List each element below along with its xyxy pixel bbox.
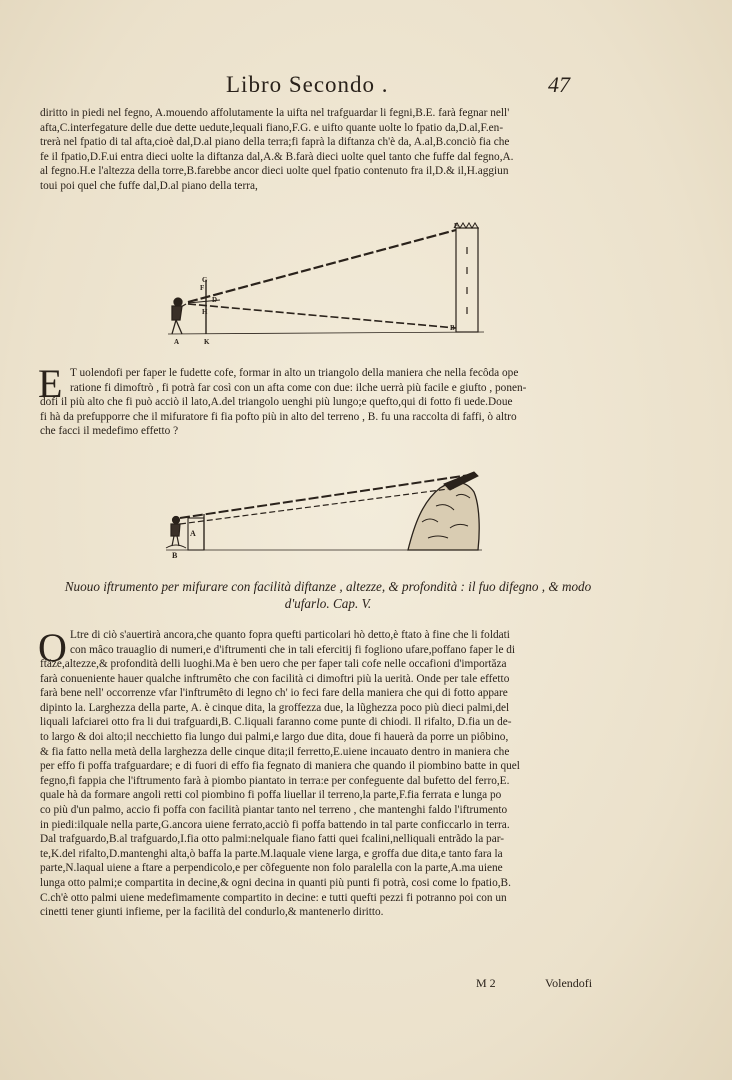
page-footer [0, 976, 732, 996]
bottom-paragraph [70, 628, 612, 657]
text-line: al fegno.H.e l'altezza della torre,B.farebbe ancor dieci uolte quel fpatio contenuto fra il,D.& il,H.aggiun [40, 165, 509, 178]
text-line: dofi il più alto che fi può acciò il lato,A.del triangolo uenghi più lungo;e quefto,qui di fotto fi uede.Doue [40, 396, 513, 408]
text-line: co più d'un palmo, accio fi poffa con facilità piantar tanto nel terreno , che mantenghi faldo l'iftrumento [40, 803, 508, 816]
catchword: Volendofi [545, 976, 593, 990]
drop-cap-e: E [38, 361, 63, 406]
text-line: Dal trafguardo,B.al trafguardo,I.fia otto palmi:nelquale fiano fatti quei fcalini,nelliquali entrãdo la par- [40, 833, 505, 846]
ground-line [168, 332, 484, 334]
label-f: F [200, 284, 205, 292]
label-b: B [450, 324, 455, 332]
text-line: che facci il medefimo effetto ? [40, 425, 179, 438]
text-line: diritto in piedi nel fegno, A.mouendo affolutamente la uifta nel trafguardar li fegni,B.E. farà fegnar nell' [40, 107, 510, 119]
label-a: A [174, 338, 180, 346]
text-line: & fia fatto nella metà della larghezza delle cinque dita;il ferretto,E.uiene incauato dentro in maniera che [40, 745, 510, 758]
running-title: Libro Secondo . [226, 72, 389, 97]
middle-paragraph-cont [40, 395, 612, 439]
sight-line-lower [188, 304, 456, 328]
text-line: lunga otto palmi;e compartita in decine,& ogni decina in quanti più punti fi potrà, cosi come lo fpatio,B. [40, 876, 511, 889]
text-line: liquali lafciarei otto fra li dui trafguardi,B. C.liquali faranno come punte di chiodi. Il rifalto, D.fia un de- [40, 716, 512, 729]
page-number: 47 [548, 72, 570, 97]
label-b: B [172, 551, 178, 560]
chapter-heading-line1: Nuouo iftrumento per mifurare con facilità diftanze , altezze, & profondità : il fuo difegno , & modo [64, 579, 592, 594]
text-line: toui poi quel che fuffe dal,D.al piano della terra, [40, 179, 258, 192]
figure-tower-measurement [160, 222, 500, 350]
text-line: in piedi:ilquale nella parte,G.ancora uiene ferrato,acciò fi poffa battendo in tal parte conficcarlo in terra. [40, 818, 510, 831]
text-line: to largo & doi alto;il necchietto fia lungo dui palmi,e largo due dita, doue fi hauerà da porre un piôbino, [40, 730, 509, 743]
text-line: ftăze,altezze,& profondità delli luoghi.Ma è ben uero che per faper tali cofe nelle occafioni d'importăza [40, 658, 507, 670]
chapter-heading-line2: d'ufarlo. Cap. V. [284, 596, 372, 611]
rock-mound [408, 482, 479, 550]
signature-mark: M 2 [476, 976, 496, 990]
label-k: K [204, 338, 210, 346]
figure-rock-measurement [160, 462, 486, 562]
text-line: Ltre di ciò s'auertirà ancora,che quanto fopra quefti particolari hò detto,è ftato à fine che li foldati [70, 629, 510, 641]
text-line: con mâco trauaglio di numeri,e d'iftrumenti che in tali efercitij fi fogliono ufare,poffano faper le di [70, 643, 516, 656]
label-d: D [212, 296, 218, 304]
text-line: trerà nel fpatio di tal afta,cioè dal,D.al piano della terra;fi faprà la diftanza ch'è da, A.al,B.conciò fia che [40, 136, 510, 149]
bottom-paragraph-cont [40, 657, 612, 920]
text-line: ratione fi dimoftrò , fi potrà far così con un afta come con due: ilche uerrà più facile e giufto , ponen- [70, 381, 527, 394]
label-g: G [202, 276, 208, 284]
text-line: per effo fi poffa trafguardare; e di fuori di effo fia fegnato di maniera che quando il piombino batte in quel [40, 760, 520, 773]
text-line: te,K.del rifalto,D.mantenghi alta,ò baffa la parte.M.laquale viene larga, e groffa due dita,e tanto fara la [40, 847, 503, 860]
top-paragraph [40, 106, 612, 194]
text-line: fegno,fi fappia che l'iftrumento farà à piombo piantato in terra:e per confeguente dal bufetto del ferro,E. [40, 774, 510, 787]
text-line: afta,C.interfegature delle due dette uedute,lequali fiano,F.G. e uifto quante uolte lo fpatio da,D.al,F.en- [40, 121, 504, 134]
text-line: farà bene nell' occorrenze vfar l'inftrumêto di legno ch' io feci fare della maniera che qui di fotto appare [40, 687, 508, 700]
text-line: cinetti tener giunti infieme, per la facilità del condurlo,& mantenerlo diritto. [40, 906, 384, 919]
sight-line-lower [180, 488, 456, 524]
text-line: T uolendofi per faper le fudette cofe, formar in alto un triangolo della maniera che nella fecôda ope [70, 367, 519, 379]
surveyor-figure [172, 298, 186, 334]
tower-illustration [456, 228, 478, 332]
chapter-heading [40, 578, 616, 612]
text-line: parte,N.laqual uiene a ftare a perpendicolo,e per cõfeguente non folo paralella con la parte,A.ma uiene [40, 862, 503, 875]
text-line: farà conueniente hauer qualche inftrumêto che con facilità ci dimoftri più la uerità. Onde per tale effetto [40, 672, 510, 685]
page-header [0, 72, 732, 106]
text-line: quale hà da formare angoli retti col piombino fi poffa liuellar il terreno,la parte,F.fia ferrata e lunga po [40, 789, 502, 802]
label-h: H [202, 308, 208, 316]
text-line: dipinto la. Larghezza della parte, A. è cinque dita, la groffezza due, la lũghezza poco più dieci palmi,del [40, 701, 510, 714]
text-line: fi hà da prefupporre che il mifuratore fi fia pofto più in alto del terreno , B. fu una raccolta di faffi, ò altro [40, 410, 517, 423]
label-e: E [454, 222, 459, 230]
text-line: C.ch'è otto palmi uiene medefimamente compartito in decine: e tutti quefti pezzi fi potranno poi con un [40, 891, 507, 904]
middle-paragraph [70, 366, 612, 395]
label-a: A [190, 529, 196, 538]
sight-line-upper [188, 230, 456, 302]
drop-cap-o: O [38, 625, 67, 670]
surveyor-figure [166, 517, 186, 549]
text-line: fe il fpatio,D.F.ui entra dieci uolte la diftanza dal,A.& B.farà dieci uolte quel tanto che fuffe dal fegno,A. [40, 150, 514, 163]
